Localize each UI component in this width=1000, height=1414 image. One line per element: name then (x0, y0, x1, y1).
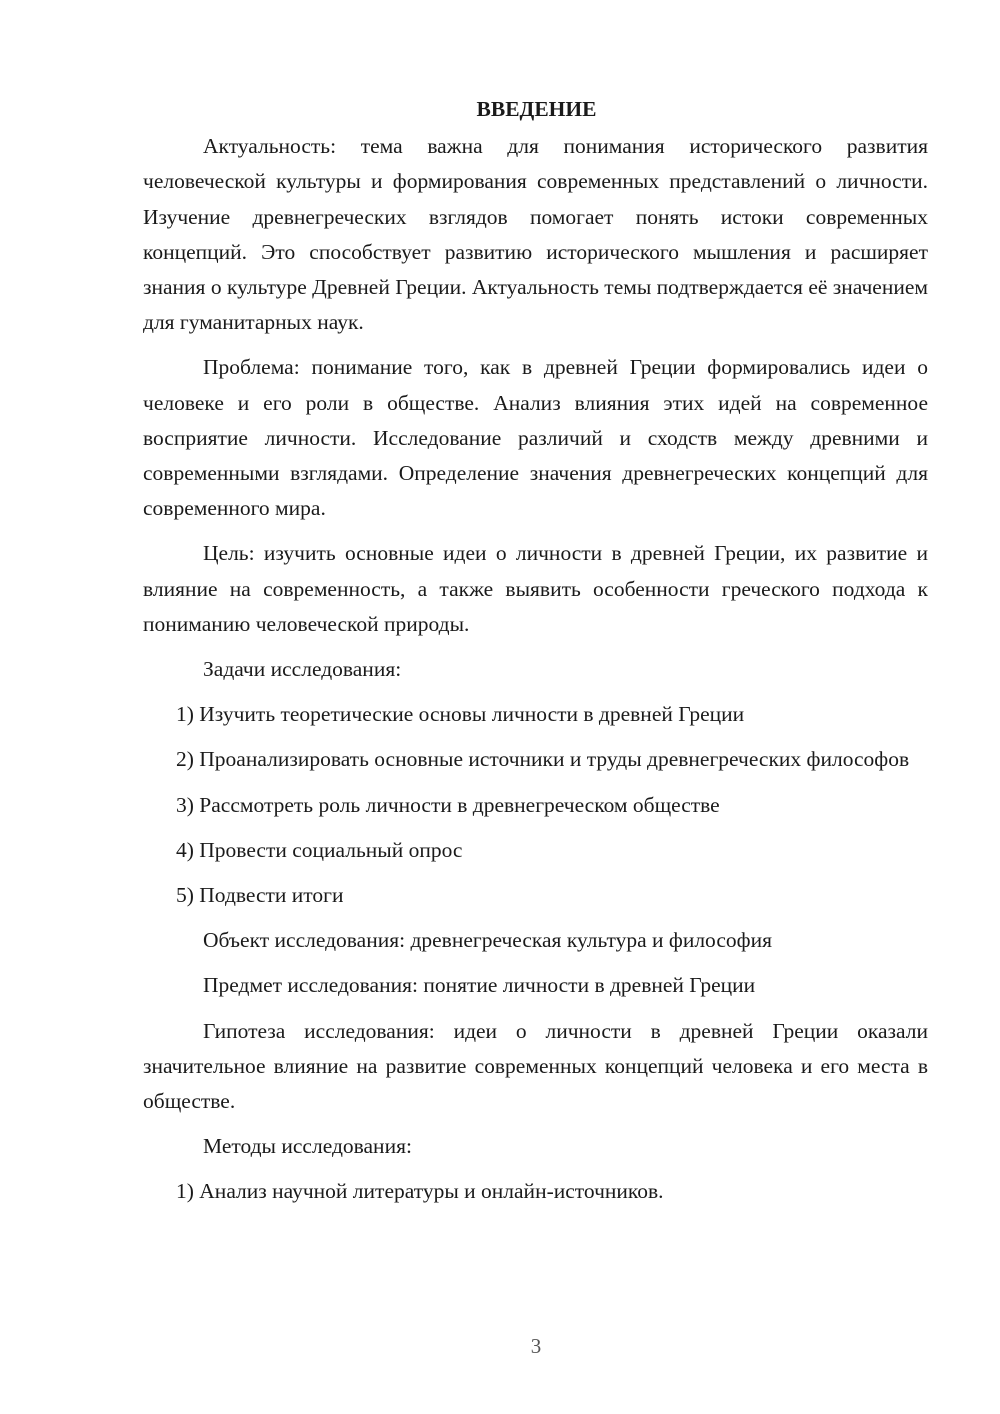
document-page (143, 92, 928, 1220)
hypothesis-paragraph: Гипотеза исследования: идеи о личности в древней Греции оказали значительное влияние на развитие современных концепций человека и его места в обществе. (143, 1018, 928, 1114)
task-item: 4) Провести социальный опрос (176, 837, 463, 862)
problem-paragraph: Проблема: понимание того, как в древней Греции формировались идеи о человеке и его роли в обществе. Анализ влияния этих идей на современное восприятие личности. Исследование различий и сходств между древними и современными взглядами. Определение значения древнегреческих концепций для современного мира. (143, 355, 928, 521)
relevance-paragraph: Актуальность: тема важна для понимания исторического развития человеческой культуры и формирования современных представлений о личности. Изучение древнегреческих взглядов помогает понять истоки современных концепций. Это способствует развитию исторического мышления и расширяет знания о культуре Древней Греции. Актуальность темы подтверждается её значением для гуманитарных наук. (143, 134, 928, 335)
task-item: 5) Подвести итоги (176, 883, 344, 908)
subject-line: Предмет исследования: понятие личности в древней Греции (203, 973, 756, 998)
task-item: 2) Проанализировать основные источники и труды древнегреческих философов (176, 747, 910, 772)
page-number: 3 (530, 1334, 542, 1358)
tasks-heading: Задачи исследования: (203, 657, 402, 682)
task-item: 1) Изучить теоретические основы личности в древней Греции (176, 702, 745, 727)
methods-heading: Методы исследования: (203, 1134, 412, 1159)
task-item: 3) Рассмотреть роль личности в древнегреческом обществе (176, 792, 720, 817)
goal-paragraph: Цель: изучить основные идеи о личности в древней Греции, их развитие и влияние на современность, а также выявить особенности греческого подхода к пониманию человеческой природы. (143, 541, 928, 636)
object-line: Объект исследования: древнегреческая культура и философия (203, 928, 772, 953)
method-item: 1) Анализ научной литературы и онлайн-источников. (176, 1179, 664, 1204)
section-title: ВВЕДЕНИЕ (476, 97, 597, 121)
